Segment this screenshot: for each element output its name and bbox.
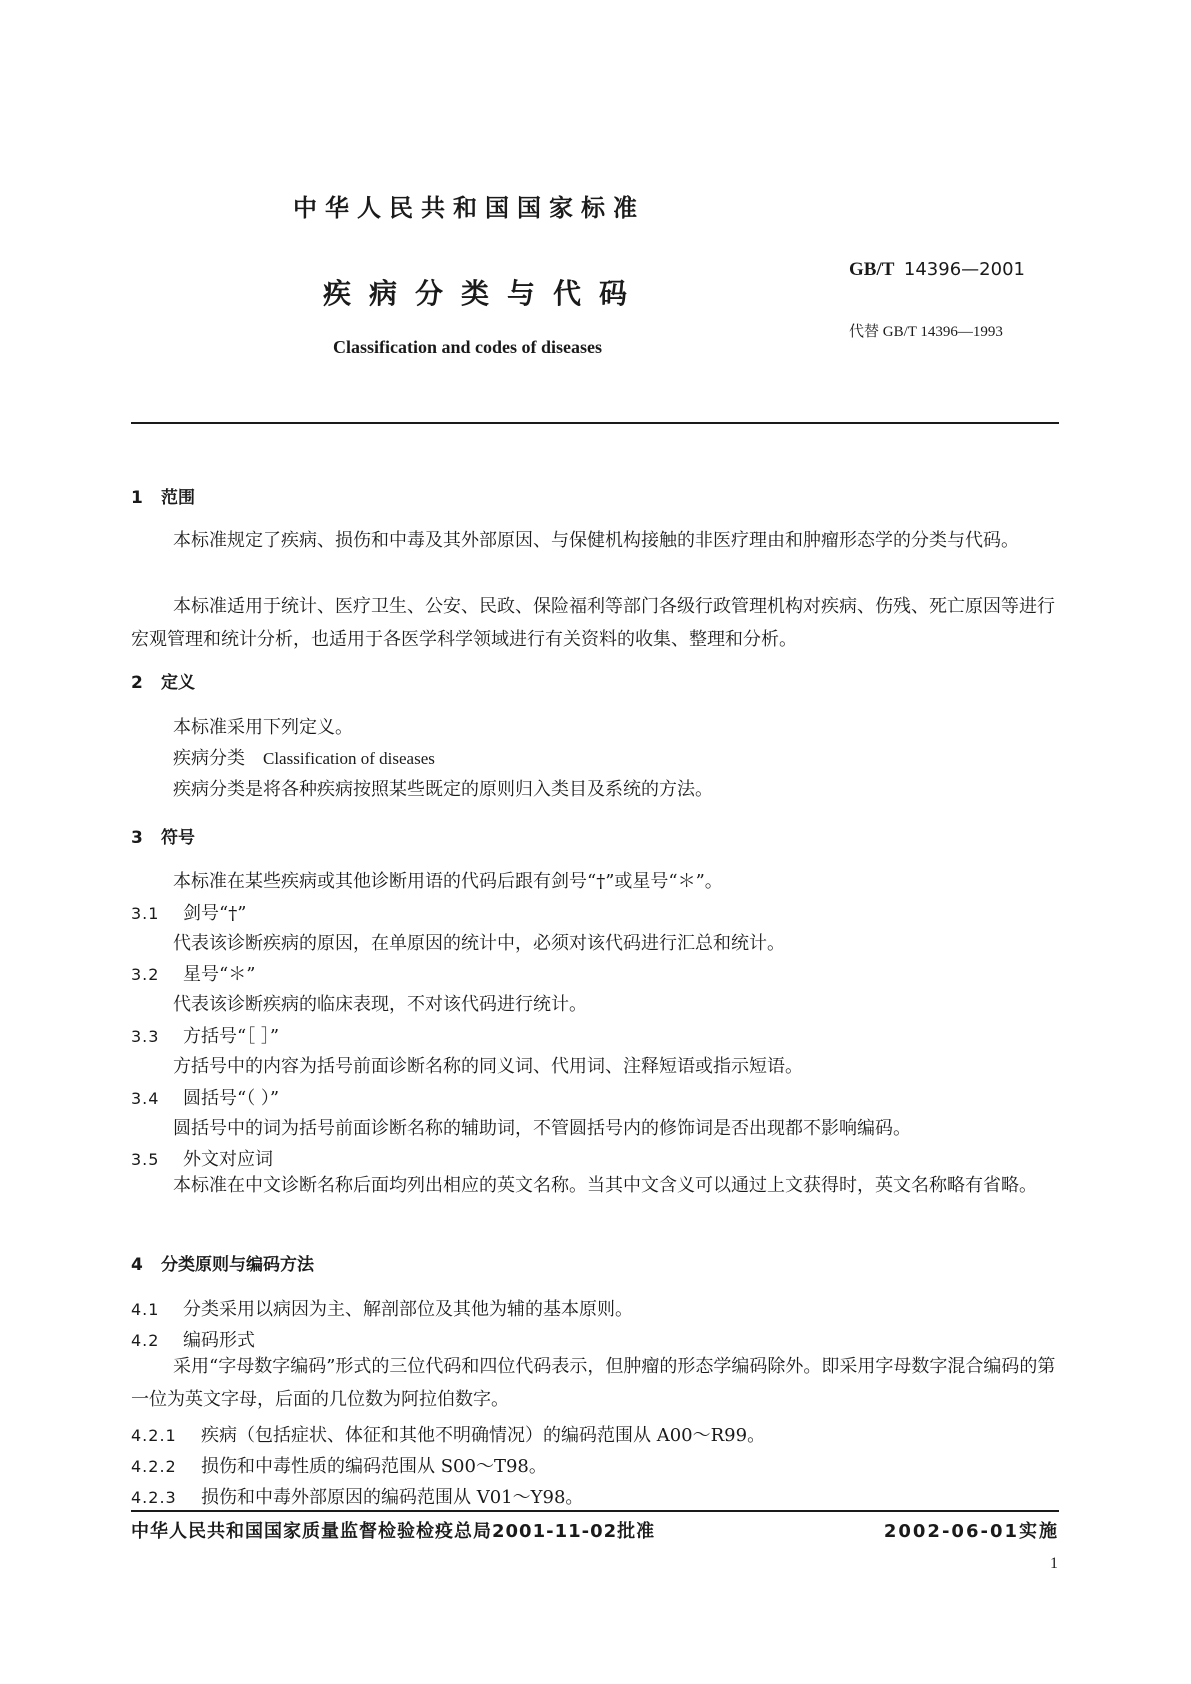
- section-3-heading: 3 符号: [131, 828, 195, 848]
- section-2-definition: 疾病分类是将各种疾病按照某些既定的原则归入类目及系统的方法。: [173, 779, 713, 800]
- approval-line: 中华人民共和国国家质量监督检验检疫总局2001-11-02批准: [131, 1521, 656, 1542]
- section-2-intro: 本标准采用下列定义。: [173, 717, 353, 738]
- standard-code-prefix: GB/T: [849, 259, 895, 280]
- footer-divider: [131, 1510, 1059, 1512]
- item-3-5-text: 本标准在中文诊断名称后面均列出相应的英文名称。当其中文含义可以通过上文获得时，英文名称略有省略。: [173, 1175, 1037, 1196]
- section-1-para-1: 本标准规定了疾病、损伤和中毒及其外部原因、与保健机构接触的非医疗理由和肿瘤形态学的分类与代码。: [173, 530, 1019, 551]
- item-4-1: 4.1 分类采用以病因为主、解剖部位及其他为辅的基本原则。: [131, 1299, 633, 1320]
- item-3-5-heading: 3.5 外文对应词: [131, 1149, 273, 1170]
- item-4-2-3: 4.2.3 损伤和中毒外部原因的编码范围从 V01～Y98。: [131, 1487, 584, 1508]
- item-3-4-text: 圆括号中的词为括号前面诊断名称的辅助词，不管圆括号内的修饰词是否出现都不影响编码。: [173, 1118, 911, 1139]
- item-3-3-heading: 3.3 方括号“［ ］”: [131, 1026, 280, 1047]
- document-title-en: Classification and codes of diseases: [333, 337, 603, 357]
- item-3-1-text: 代表该诊断疾病的原因，在单原因的统计中，必须对该代码进行汇总和统计。: [173, 933, 785, 954]
- item-3-1-heading: 3.1 剑号“†”: [131, 903, 247, 924]
- section-2-term: [173, 744, 435, 770]
- item-3-2-heading: 3.2 星号“＊”: [131, 964, 256, 985]
- term-en: Classification of diseases: [263, 749, 435, 768]
- section-2-heading: 2 定义: [131, 673, 195, 693]
- standard-code: [849, 259, 1025, 281]
- standard-code-number: 14396—2001: [903, 259, 1025, 280]
- page-number: 1: [1050, 1555, 1058, 1572]
- item-4-2-heading: 4.2 编码形式: [131, 1330, 255, 1351]
- item-3-3-text: 方括号中的内容为括号前面诊断名称的同义词、代用词、注释短语或指示短语。: [173, 1056, 803, 1077]
- section-1-heading: 1 范围: [131, 488, 195, 508]
- item-4-2-text: 采用“字母数字编码”形式的三位代码和四位代码表示，但肿瘤的形态学编码除外。即采用字母数字混合编码的第一位为英文字母，后面的几位数为阿拉伯数字。: [131, 1356, 1056, 1410]
- standard-name: 中华人民共和国国家标准: [293, 194, 645, 222]
- section-4-heading: 4 分类原则与编码方法: [131, 1255, 314, 1275]
- item-4-2-1: 4.2.1 疾病（包括症状、体征和其他不明确情况）的编码范围从 A00～R99。: [131, 1425, 766, 1446]
- item-4-2-2: 4.2.2 损伤和中毒性质的编码范围从 S00～T98。: [131, 1456, 547, 1477]
- section-3-intro: 本标准在某些疾病或其他诊断用语的代码后跟有剑号“†”或星号“＊”。: [173, 871, 723, 892]
- section-1-para-2: 本标准适用于统计、医疗卫生、公安、民政、保险福利等部门各级行政管理机构对疾病、伤残、死亡原因等进行宏观管理和统计分析，也适用于各医学科学领域进行有关资料的收集、整理和分析。: [131, 596, 1055, 650]
- item-3-2-text: 代表该诊断疾病的临床表现，不对该代码进行统计。: [173, 994, 587, 1015]
- document-title-cn: 疾病分类与代码: [323, 277, 646, 310]
- header-divider: [131, 422, 1059, 424]
- item-3-4-heading: 3.4 圆括号“（ ）”: [131, 1088, 280, 1109]
- term-cn: 疾病分类: [173, 748, 245, 769]
- replaces-note: 代替 GB/T 14396—1993: [849, 324, 1003, 340]
- effective-date: 2002-06-01实施: [883, 1521, 1059, 1542]
